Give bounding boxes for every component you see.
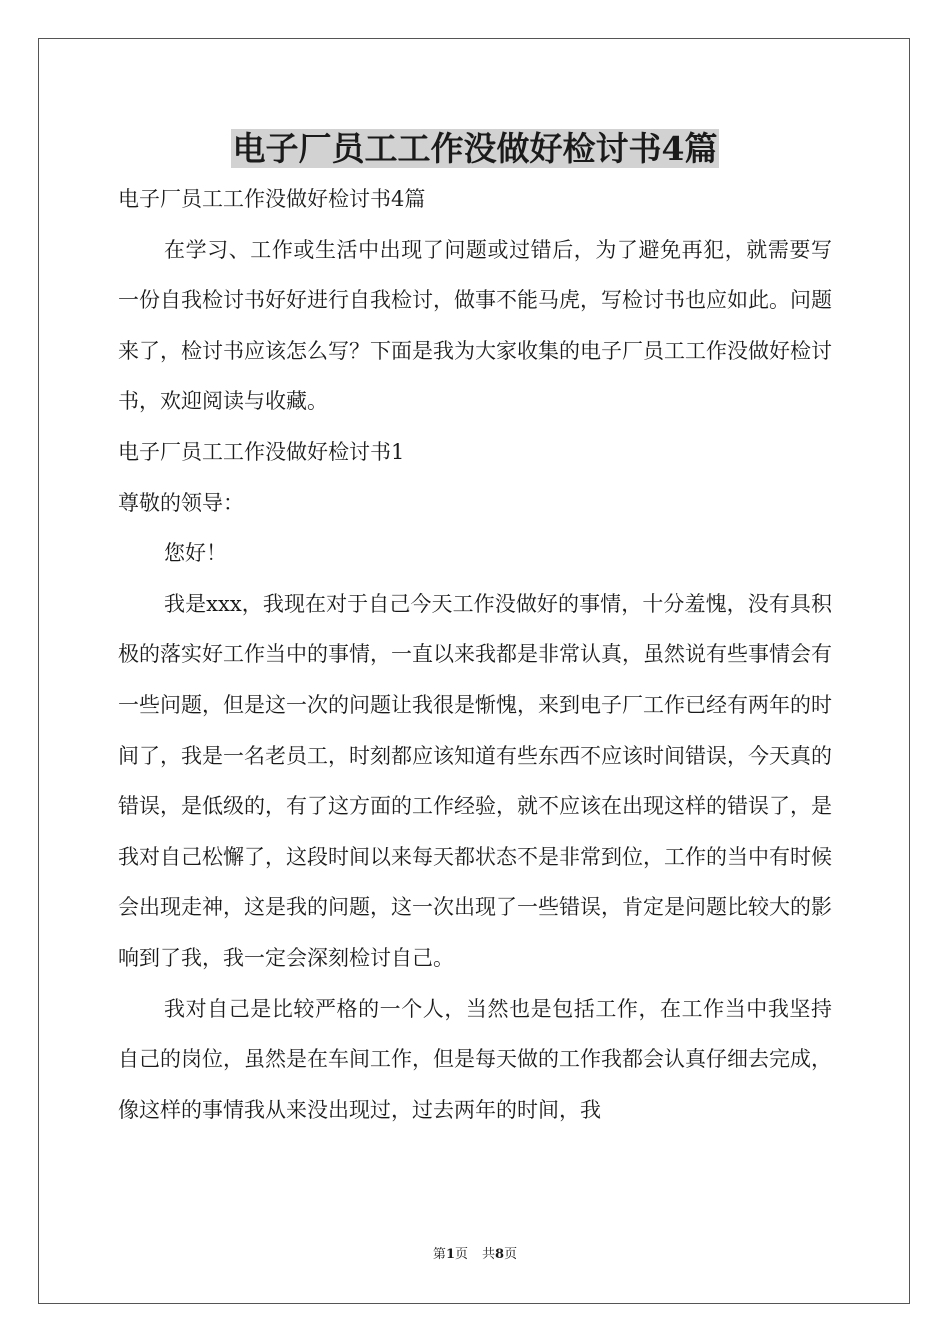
total-suffix: 页 <box>504 1247 518 1262</box>
page-suffix: 页 <box>454 1247 468 1262</box>
total-pages: 8 <box>495 1247 505 1262</box>
paragraph-intro: 在学习、工作或生活中出现了问题或过错后，为了避免再犯，就需要写一份自我检讨书好好进行自我检讨，做事不能马虎，写检讨书也应如此。问题来了，检讨书应该怎么写？下面是我为大家收集的电子厂员工工作没做好检讨书，欢迎阅读与收藏。 <box>118 237 832 414</box>
paragraph-section-heading: 电子厂员工工作没做好检讨书1 <box>118 439 405 464</box>
paragraph-body-2: 我对自己是比较严格的一个人，当然也是包括工作，在工作当中我坚持自己的岗位，虽然是在车间工作，但是每天做的工作我都会认真仔细去完成，像这样的事情我从来没出现过，过去两年的时间，我 <box>118 996 832 1122</box>
paragraph-salutation: 尊敬的领导： <box>118 490 244 515</box>
document-title <box>0 126 950 172</box>
paragraph-subtitle: 电子厂员工工作没做好检讨书4篇 <box>118 187 426 211</box>
document-body <box>118 174 832 1135</box>
paragraph-greeting: 您好！ <box>164 541 227 566</box>
page-footer <box>0 1246 950 1264</box>
document-title-text: 电子厂员工工作没做好检讨书4篇 <box>232 129 718 168</box>
paragraph-body-1: 我是xxx，我现在对于自己今天工作没做好的事情，十分羞愧，没有具积极的落实好工作当中的事情，一直以来我都是非常认真，虽然说有些事情会有一些问题，但是这一次的问题让我很是惭愧，来到电子厂工作已经有两年的时间了，我是一名老员工，时刻都应该知道有些东西不应该时间错误，今天真的错误，是低级的，有了这方面的工作经验，就不应该在出现这样的错误了，是我对自己松懈了，这段时间以来每天都状态不是非常到位，工作的当中有时候会出现走神，这是我的问题，这一次出现了一些错误，肯定是问题比较大的影响到了我，我一定会深刻检讨自己。 <box>118 591 832 970</box>
total-prefix: 共 <box>482 1247 496 1262</box>
page-number: 1 <box>445 1247 455 1262</box>
page-prefix: 第 <box>432 1247 446 1262</box>
